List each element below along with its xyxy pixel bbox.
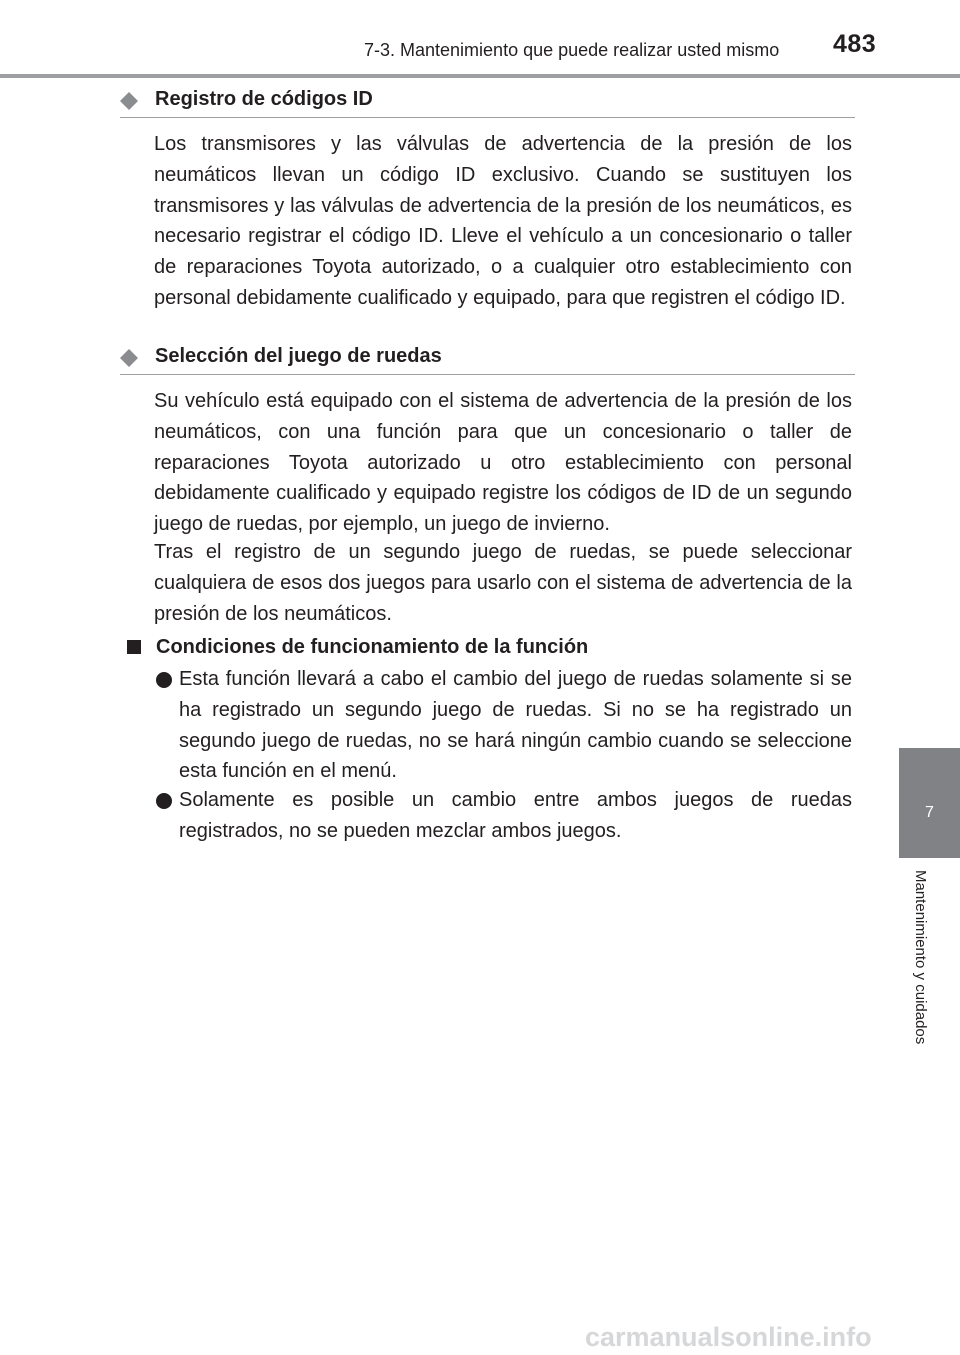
list-item-text: Esta función llevará a cabo el cambio del juego de ruedas solamente si se ha registrado un segundo juego de ruedas. Si no se ha registrado un segundo juego de ruedas, no se hará ningún cambio cuando se seleccione esta función en el menú.	[179, 668, 852, 783]
section-heading-seleccion	[120, 343, 855, 373]
subsection-title: Condiciones de funcionamiento de la función	[156, 636, 589, 658]
section-heading-registro	[120, 86, 855, 116]
section-divider	[120, 374, 855, 375]
diamond-icon	[120, 92, 138, 110]
section-title: Registro de códigos ID	[155, 88, 373, 110]
paragraph: Tras el registro de un segundo juego de ruedas, se puede seleccionar cualquiera de esos dos juegos para usarlo con el sistema de advertencia de la presión de los neumáticos.	[154, 541, 852, 625]
list-item-text: Solamente es posible un cambio entre ambos juegos de ruedas registrados, no se pueden mezclar ambos juegos.	[179, 789, 852, 842]
square-bullet-icon	[127, 640, 141, 654]
page-number: 483	[833, 30, 877, 58]
header-divider	[0, 74, 960, 78]
paragraph: Su vehículo está equipado con el sistema de advertencia de la presión de los neumáticos, con una función para que un concesionario o taller de reparaciones Toyota autorizado u otro establecimiento con personal debidamente cualificado y equipado registre los códigos de ID de un segundo juego de ruedas, por ejemplo, un juego de invierno.	[154, 390, 852, 536]
paragraph: Los transmisores y las válvulas de advertencia de la presión de los neumáticos llevan un código ID exclusivo. Cuando se sustituyen los transmisores y las válvulas de advertencia de la presión de los neumáticos, es necesario registrar el código ID. Lleve el vehículo a un concesionario o taller de reparaciones Toyota autorizado, o a cualquier otro establecimiento con personal debidamente cualificado y equipado, para que registren el código ID.	[154, 133, 852, 309]
section-title: Selección del juego de ruedas	[155, 345, 442, 367]
header-section-title: 7-3. Mantenimiento que puede realizar usted mismo	[364, 40, 780, 60]
watermark: carmanualsonline.info	[585, 1322, 872, 1352]
bullet-dot-icon	[156, 793, 172, 809]
bullet-dot-icon	[156, 672, 172, 688]
section-divider	[120, 117, 855, 118]
diamond-icon	[120, 349, 138, 367]
chapter-label: Mantenimiento y cuidados	[912, 870, 929, 1045]
chapter-number: 7	[925, 804, 934, 821]
chapter-tab	[899, 748, 960, 858]
